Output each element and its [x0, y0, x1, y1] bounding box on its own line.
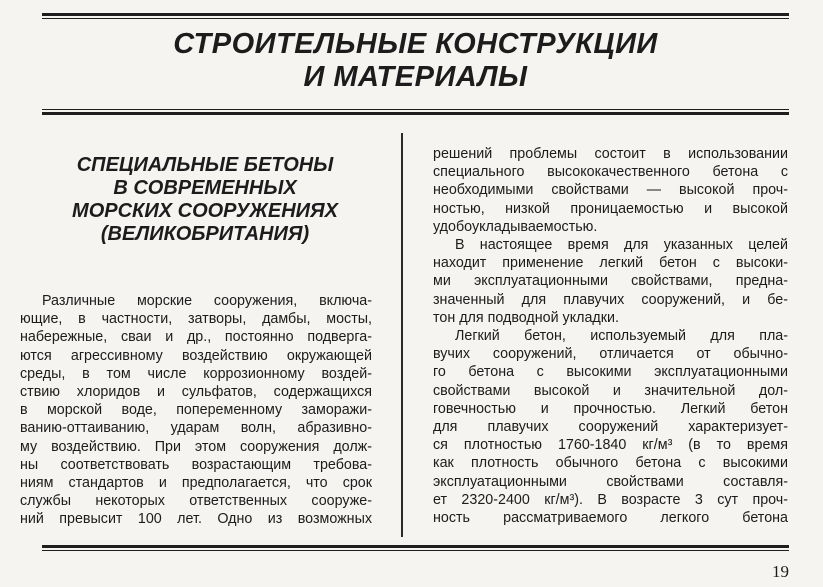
section-title: [42, 28, 789, 94]
text-line: тон для подводной укладки.: [433, 309, 619, 326]
text-line: ванию-оттаиванию, ударам волн, абразивно-: [20, 420, 372, 437]
article-title-line-4: (ВЕЛИКОБРИТАНИЯ): [100, 223, 310, 245]
section-title-line-2: И МАТЕРИАЛЫ: [303, 61, 528, 93]
header-rule-bottom-thin: [42, 109, 789, 110]
text-line: му воздействию. При этом сооружения долж-: [20, 438, 372, 455]
text-line: ностью, низкой проницаемостью и высокой: [433, 200, 788, 217]
header-rule-top: [42, 13, 789, 16]
column-divider: [401, 133, 403, 537]
text-line: значенный для плавучих сооружений, и бе-: [433, 291, 788, 308]
text-line: службы некоторых ответственных сооруже-: [20, 493, 372, 510]
text-line: ность рассматриваемого легкого бетона: [433, 510, 788, 527]
text-line: специального высококачественного бетона с: [433, 164, 788, 181]
header-rule-top-thin: [42, 18, 789, 19]
text-line: ний превысит 100 лет. Одно из возможных: [20, 511, 372, 528]
text-line: набережные, сваи и др., постоянно подверга-: [20, 329, 372, 346]
article-title-line-1: СПЕЦИАЛЬНЫЕ БЕТОНЫ: [76, 154, 334, 176]
text-line: среды, в том числе коррозионному воздей-: [20, 365, 372, 382]
left-column-text: [20, 292, 372, 529]
text-line: решений проблемы состоит в использовании: [433, 146, 788, 162]
footer-rule-top: [42, 545, 789, 548]
text-line: в морской воде, попеременному заморажи-: [20, 402, 372, 419]
text-line: ми эксплуатационными свойствами, предна-: [433, 273, 788, 290]
article-title: [30, 154, 380, 246]
text-line: удобоукладываемостью.: [433, 218, 598, 235]
page-number: 19: [772, 562, 789, 581]
header-rule-bottom: [42, 112, 789, 115]
text-line: как плотность обычного бетона с высокими: [433, 455, 788, 472]
text-line: вучих сооружений, отличается от обычно-: [433, 346, 788, 363]
text-line: для плавучих сооружений характеризует-: [433, 419, 788, 436]
text-line: эксплуатационными свойствами составля-: [433, 473, 788, 490]
text-line: В настоящее время для указанных целей: [455, 237, 788, 254]
text-line: ствию хлоридов и сульфатов, содержащихся: [20, 384, 372, 401]
text-line: Различные морские сооружения, включа-: [42, 293, 372, 309]
text-line: ющие, в частности, затворы, дамбы, мосты,: [20, 311, 372, 328]
text-line: свойствами высокой и значительной дол-: [433, 382, 788, 399]
text-line: го бетона с высокими эксплуатационными: [433, 364, 788, 381]
right-column-text: [433, 145, 788, 527]
article-title-line-3: МОРСКИХ СООРУЖЕНИЯХ: [72, 200, 338, 222]
section-title-line-1: СТРОИТЕЛЬНЫЕ КОНСТРУКЦИИ: [173, 28, 658, 60]
text-line: необходимыми свойствами — высокой проч-: [433, 182, 788, 199]
text-line: говечностью и прочностью. Легкий бетон: [433, 400, 788, 417]
text-line: ются агрессивному воздействию окружающей: [20, 347, 372, 364]
text-line: ниям стандартов и предполагается, что срок: [20, 475, 372, 492]
text-line: ся плотностью 1760-1840 кг/м³ (в то время: [433, 437, 788, 454]
article-title-line-2: В СОВРЕМЕННЫХ: [113, 177, 297, 199]
text-line: находит применение легкий бетон с высоки-: [433, 255, 788, 272]
text-line: ет 2320-2400 кг/м³). В возрасте 3 сут проч-: [433, 491, 788, 508]
text-line: ны соответствовать возрастающим требова-: [20, 456, 372, 473]
footer-rule-bottom: [42, 550, 789, 551]
text-line: Легкий бетон, используемый для пла-: [455, 328, 788, 345]
